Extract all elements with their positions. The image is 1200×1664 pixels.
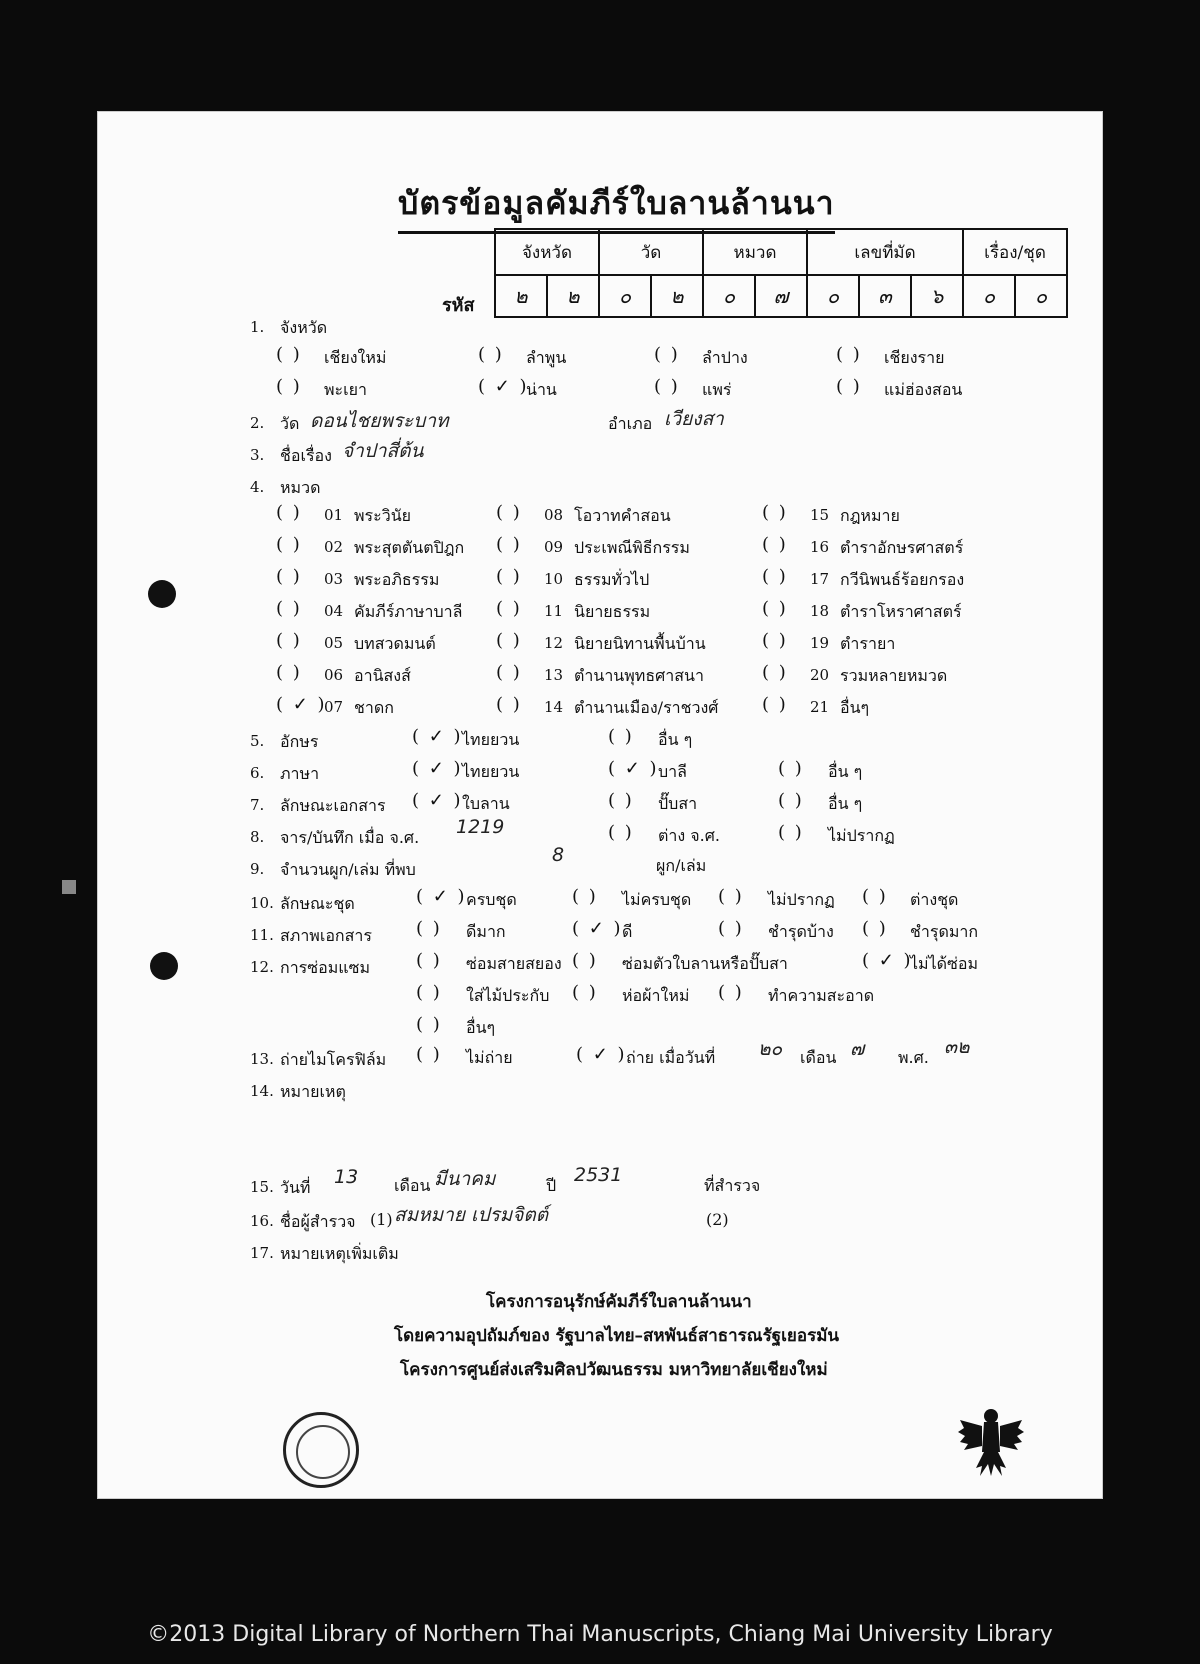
surveyed-label: ที่สำรวจ bbox=[704, 1176, 761, 1195]
checkbox-cleaned[interactable]: ( ) bbox=[718, 982, 744, 1003]
checkbox-cat-16[interactable]: ( ) bbox=[762, 534, 788, 555]
temple-label: วัด bbox=[280, 414, 300, 433]
cat-code: 07 bbox=[324, 698, 344, 716]
cat-text: ประเพณีพิธีกรรม bbox=[574, 538, 690, 557]
cat-code: 06 bbox=[324, 666, 344, 684]
film-year-label: พ.ศ. bbox=[898, 1048, 929, 1067]
cat-text: กวีนิพนธ์ร้อยกรอง bbox=[840, 570, 965, 589]
cat-code: 02 bbox=[324, 538, 344, 556]
cat-code: 03 bbox=[324, 570, 344, 588]
checkbox-very-good[interactable]: ( ) bbox=[416, 918, 442, 939]
cat-text: ตำราโหราศาสตร์ bbox=[840, 602, 962, 621]
checkbox-wooden-cover[interactable]: ( ) bbox=[416, 982, 442, 1003]
title-value: จำปาสี่ต้น bbox=[342, 440, 424, 462]
checkbox-cat-18[interactable]: ( ) bbox=[762, 598, 788, 619]
checkbox-cat-02[interactable]: ( ) bbox=[276, 534, 302, 555]
checkbox-nan[interactable]: ( ✓ ) bbox=[478, 376, 529, 397]
section-number: 3. bbox=[250, 446, 265, 464]
option-incomplete: ไม่ครบชุด bbox=[622, 890, 692, 909]
film-day: ๒๐ bbox=[758, 1038, 783, 1060]
option-palmleaf: ใบลาน bbox=[462, 794, 510, 813]
cat-code: 18 bbox=[810, 602, 830, 620]
option-repair-leaf: ซ่อมตัวใบลานหรือปั๊บสา bbox=[622, 954, 788, 973]
district-value: เวียงสา bbox=[664, 408, 724, 430]
section-number: 4. bbox=[250, 478, 265, 496]
option-diff-year: ต่าง จ.ศ. bbox=[658, 826, 720, 845]
checkbox-script-other[interactable]: ( ) bbox=[608, 726, 634, 747]
footer-sponsor: โดยความอุปถัมภ์ของ รัฐบาลไทย–สหพันธ์สาธารณรัฐเยอรมัน bbox=[394, 1326, 840, 1346]
checkbox-lamphun[interactable]: ( ) bbox=[478, 344, 504, 365]
checkbox-cat-06[interactable]: ( ) bbox=[276, 662, 302, 683]
option-very-good: ดีมาก bbox=[466, 922, 506, 941]
option-lang-pali: บาลี bbox=[658, 762, 687, 781]
remarks-label: หมายเหตุ bbox=[280, 1082, 346, 1101]
checkbox-cat-14[interactable]: ( ) bbox=[496, 694, 522, 715]
cat-code: 13 bbox=[544, 666, 564, 684]
cat-code: 08 bbox=[544, 506, 564, 524]
code-header-story: เรื่อง/ชุด bbox=[963, 229, 1067, 275]
footer-center: โครงการศูนย์ส่งเสริมศิลปวัฒนธรรม มหาวิทยาลัยเชียงใหม่ bbox=[400, 1360, 828, 1380]
category-label: หมวด bbox=[280, 478, 321, 497]
checkbox-cat-15[interactable]: ( ) bbox=[762, 502, 788, 523]
cat-text: ตำนานพุทธศาสนา bbox=[574, 666, 704, 685]
footer-project: โครงการอนุรักษ์คัมภีร์ใบลานล้านนา bbox=[486, 1292, 752, 1312]
checkbox-cat-12[interactable]: ( ) bbox=[496, 630, 522, 651]
checkbox-cat-03[interactable]: ( ) bbox=[276, 566, 302, 587]
option-script-yuan: ไทยยวน bbox=[462, 730, 520, 749]
checkbox-mulberry[interactable]: ( ) bbox=[608, 790, 634, 811]
checkbox-not-repaired[interactable]: ( ✓ ) bbox=[862, 950, 913, 971]
checkbox-filmed[interactable]: ( ✓ ) bbox=[576, 1044, 627, 1065]
option-not-repaired: ไม่ได้ซ่อม bbox=[910, 954, 979, 973]
punch-hole bbox=[148, 580, 176, 608]
checkbox-diff-year[interactable]: ( ) bbox=[608, 822, 634, 843]
fascicle-count: 8 bbox=[552, 844, 565, 866]
cat-code: 01 bbox=[324, 506, 344, 524]
checkbox-cat-11[interactable]: ( ) bbox=[496, 598, 522, 619]
code-digit: ๐ bbox=[1015, 275, 1067, 317]
option-lampang: ลำปาง bbox=[702, 348, 748, 367]
checkbox-doc-other[interactable]: ( ) bbox=[778, 790, 804, 811]
checkbox-diff-set[interactable]: ( ) bbox=[862, 886, 888, 907]
option-chiangrai: เชียงราย bbox=[884, 348, 945, 367]
film-year: ๓๒ bbox=[944, 1036, 970, 1058]
edge-mark bbox=[62, 880, 76, 894]
code-digit: ๒ bbox=[547, 275, 599, 317]
survey-year: 2531 bbox=[574, 1164, 623, 1186]
code-digit: ๐ bbox=[703, 275, 755, 317]
checkbox-some-damage[interactable]: ( ) bbox=[718, 918, 744, 939]
checkbox-maehongson[interactable]: ( ) bbox=[836, 376, 862, 397]
district-label: อำเภอ bbox=[608, 414, 653, 433]
cat-code: 15 bbox=[810, 506, 830, 524]
section-number: 13. bbox=[250, 1050, 274, 1068]
checkbox-not-shown[interactable]: ( ) bbox=[778, 822, 804, 843]
cat-code: 09 bbox=[544, 538, 564, 556]
cat-text: คัมภีร์ภาษาบาลี bbox=[354, 602, 463, 621]
fascicle-count-label: จำนวนผูก/เล่ม ที่พบ bbox=[280, 860, 416, 879]
card-title: บัตรข้อมูลคัมภีร์ใบลานล้านนา bbox=[398, 178, 835, 234]
checkbox-good[interactable]: ( ✓ ) bbox=[572, 918, 623, 939]
language-label: ภาษา bbox=[280, 764, 320, 783]
survey-month: มีนาคม bbox=[434, 1168, 496, 1190]
checkbox-cat-07[interactable]: ( ✓ ) bbox=[276, 694, 327, 715]
code-digit: ๗ bbox=[755, 275, 807, 317]
option-repair-other: อื่นๆ bbox=[466, 1018, 496, 1037]
cat-code: 17 bbox=[810, 570, 830, 588]
option-set-unknown: ไม่ปรากฏ bbox=[768, 890, 835, 909]
checkbox-incomplete[interactable]: ( ) bbox=[572, 886, 598, 907]
section-number: 2. bbox=[250, 414, 265, 432]
checkbox-cat-13[interactable]: ( ) bbox=[496, 662, 522, 683]
section-number: 16. bbox=[250, 1212, 274, 1230]
cat-text: นิยายธรรม bbox=[574, 602, 651, 621]
section-number: 7. bbox=[250, 796, 265, 814]
section-number: 14. bbox=[250, 1082, 274, 1100]
checkbox-cat-20[interactable]: ( ) bbox=[762, 662, 788, 683]
option-repair-string: ซ่อมสายสยอง bbox=[466, 954, 562, 973]
survey-month-label: เดือน bbox=[394, 1176, 431, 1195]
cat-code: 14 bbox=[544, 698, 564, 716]
cat-code: 20 bbox=[810, 666, 830, 684]
german-eagle-icon bbox=[956, 1402, 1026, 1482]
cat-text: ธรรมทั่วไป bbox=[574, 570, 650, 589]
cat-text: อื่นๆ bbox=[840, 698, 870, 717]
survey-day: 13 bbox=[334, 1166, 359, 1188]
checkbox-cat-05[interactable]: ( ) bbox=[276, 630, 302, 651]
section-number: 17. bbox=[250, 1244, 274, 1262]
copyright-notice: ©2013 Digital Library of Northern Thai Manuscripts, Chiang Mai University Library bbox=[147, 1622, 1053, 1647]
option-mulberry: ปั๊บสา bbox=[658, 794, 698, 813]
option-new-cloth: ห่อผ้าใหม่ bbox=[622, 986, 690, 1005]
section-number: 1. bbox=[250, 318, 265, 336]
cat-code: 11 bbox=[544, 602, 564, 620]
option-cleaned: ทำความสะอาด bbox=[768, 986, 875, 1005]
cat-code: 05 bbox=[324, 634, 344, 652]
checkbox-lang-other[interactable]: ( ) bbox=[778, 758, 804, 779]
option-not-filmed: ไม่ถ่าย bbox=[466, 1048, 513, 1067]
condition-label: สภาพเอกสาร bbox=[280, 926, 372, 945]
option-diff-set: ต่างชุด bbox=[910, 890, 959, 909]
film-month: ๗ bbox=[850, 1038, 865, 1060]
surveyor-1-name: สมหมาย เปรมจิตต์ bbox=[394, 1204, 549, 1226]
code-label: รหัส bbox=[442, 295, 475, 316]
option-good: ดี bbox=[622, 922, 633, 941]
cat-text: กฎหมาย bbox=[840, 506, 900, 525]
additional-remarks-label: หมายเหตุเพิ่มเติม bbox=[280, 1244, 399, 1263]
option-maehongson: แม่ฮ่องสอน bbox=[884, 380, 963, 399]
section-number: 15. bbox=[250, 1178, 274, 1196]
option-script-other: อื่น ๆ bbox=[658, 730, 693, 749]
option-lang-yuan: ไทยยวน bbox=[462, 762, 520, 781]
cat-text: รวมหลายหมวด bbox=[840, 666, 948, 685]
section-number: 6. bbox=[250, 764, 265, 782]
checkbox-not-filmed[interactable]: ( ) bbox=[416, 1044, 442, 1065]
survey-date-label: วันที่ bbox=[280, 1178, 311, 1197]
film-month-label: เดือน bbox=[800, 1048, 837, 1067]
surveyor-2-marker: (2) bbox=[706, 1210, 729, 1229]
inscribed-label: จาร/บันทึก เมื่อ จ.ศ. bbox=[280, 828, 420, 847]
checkbox-cat-21[interactable]: ( ) bbox=[762, 694, 788, 715]
cat-code: 19 bbox=[810, 634, 830, 652]
option-phrae: แพร่ bbox=[702, 380, 732, 399]
cat-code: 16 bbox=[810, 538, 830, 556]
doc-type-label: ลักษณะเอกสาร bbox=[280, 796, 386, 815]
repair-label: การซ่อมแซม bbox=[280, 958, 370, 977]
option-not-shown: ไม่ปรากฏ bbox=[828, 826, 895, 845]
cat-text: พระสุตตันตปิฎก bbox=[354, 538, 465, 557]
cat-text: พระวินัย bbox=[354, 506, 412, 525]
cat-text: บทสวดมนต์ bbox=[354, 634, 436, 653]
option-doc-other: อื่น ๆ bbox=[828, 794, 863, 813]
title-label: ชื่อเรื่อง bbox=[280, 446, 332, 465]
cat-code: 12 bbox=[544, 634, 564, 652]
surveyor-1-marker: (1) bbox=[370, 1210, 393, 1229]
option-wooden-cover: ใส่ไม้ประกับ bbox=[466, 986, 550, 1005]
code-header-province: จังหวัด bbox=[495, 229, 599, 275]
university-seal-icon bbox=[283, 1412, 359, 1488]
option-complete: ครบชุด bbox=[466, 890, 517, 909]
option-heavy-damage: ชำรุดมาก bbox=[910, 922, 979, 941]
cat-text: ตำนานเมือง/ราชวงศ์ bbox=[574, 698, 719, 717]
set-label: ลักษณะชุด bbox=[280, 894, 355, 913]
checkbox-chiangrai[interactable]: ( ) bbox=[836, 344, 862, 365]
microfilm-label: ถ่ายไมโครฟิล์ม bbox=[280, 1050, 387, 1069]
cat-text: ชาดก bbox=[354, 698, 394, 717]
checkbox-phrae[interactable]: ( ) bbox=[654, 376, 680, 397]
code-digit: ๒ bbox=[495, 275, 547, 317]
checkbox-set-unknown[interactable]: ( ) bbox=[718, 886, 744, 907]
surveyor-label: ชื่อผู้สำรวจ bbox=[280, 1212, 356, 1231]
option-lamphun: ลำพูน bbox=[526, 348, 567, 367]
cat-code: 21 bbox=[810, 698, 830, 716]
survey-year-label: ปี bbox=[546, 1176, 557, 1195]
code-digit: ๐ bbox=[599, 275, 651, 317]
checkbox-cat-10[interactable]: ( ) bbox=[496, 566, 522, 587]
cat-code: 04 bbox=[324, 602, 344, 620]
script-label: อักษร bbox=[280, 732, 319, 751]
option-nan: น่าน bbox=[526, 380, 557, 399]
checkbox-palmleaf[interactable]: ( ✓ ) bbox=[412, 790, 463, 811]
checkbox-repair-other[interactable]: ( ) bbox=[416, 1014, 442, 1035]
option-lang-other: อื่น ๆ bbox=[828, 762, 863, 781]
cat-text: พระอภิธรรม bbox=[354, 570, 440, 589]
cat-text: นิยายนิทานพื้นบ้าน bbox=[574, 634, 706, 653]
checkbox-lang-pali[interactable]: ( ✓ ) bbox=[608, 758, 659, 779]
section-number: 10. bbox=[250, 894, 274, 912]
checkbox-cat-19[interactable]: ( ) bbox=[762, 630, 788, 651]
checkbox-complete[interactable]: ( ✓ ) bbox=[416, 886, 467, 907]
code-header-category: หมวด bbox=[703, 229, 807, 275]
checkbox-cat-17[interactable]: ( ) bbox=[762, 566, 788, 587]
checkbox-new-cloth[interactable]: ( ) bbox=[572, 982, 598, 1003]
punch-hole bbox=[150, 952, 178, 980]
checkbox-chiangmai[interactable]: ( ) bbox=[276, 344, 302, 365]
document-card bbox=[98, 112, 1102, 1498]
cat-code: 10 bbox=[544, 570, 564, 588]
province-label: จังหวัด bbox=[280, 318, 328, 337]
cat-text: โอวาทคำสอน bbox=[574, 506, 671, 525]
checkbox-cat-04[interactable]: ( ) bbox=[276, 598, 302, 619]
checkbox-repair-string[interactable]: ( ) bbox=[416, 950, 442, 971]
section-number: 11. bbox=[250, 926, 274, 944]
checkbox-lang-yuan[interactable]: ( ✓ ) bbox=[412, 758, 463, 779]
checkbox-phayao[interactable]: ( ) bbox=[276, 376, 302, 397]
checkbox-heavy-damage[interactable]: ( ) bbox=[862, 918, 888, 939]
code-digit: ๓ bbox=[859, 275, 911, 317]
checkbox-cat-08[interactable]: ( ) bbox=[496, 502, 522, 523]
option-filmed: ถ่าย เมื่อวันที่ bbox=[626, 1048, 716, 1067]
fascicle-unit: ผูก/เล่ม bbox=[656, 856, 707, 875]
section-number: 8. bbox=[250, 828, 265, 846]
code-header-bundle: เลขที่มัด bbox=[807, 229, 963, 275]
code-digit: ๐ bbox=[963, 275, 1015, 317]
checkbox-repair-leaf[interactable]: ( ) bbox=[572, 950, 598, 971]
section-number: 5. bbox=[250, 732, 265, 750]
cat-text: ตำรายา bbox=[840, 634, 896, 653]
code-digit: ๒ bbox=[651, 275, 703, 317]
cat-text: อานิสงส์ bbox=[354, 666, 411, 685]
option-some-damage: ชำรุดบ้าง bbox=[768, 922, 834, 941]
checkbox-script-yuan[interactable]: ( ✓ ) bbox=[412, 726, 463, 747]
code-header-temple: วัด bbox=[599, 229, 703, 275]
temple-value: ดอนไชยพระบาท bbox=[310, 410, 449, 432]
code-digit: ๐ bbox=[807, 275, 859, 317]
checkbox-lampang[interactable]: ( ) bbox=[654, 344, 680, 365]
inscribed-year: 1219 bbox=[456, 816, 505, 838]
cat-text: ตำราอักษรศาสตร์ bbox=[840, 538, 964, 557]
code-table bbox=[494, 228, 1068, 318]
code-digit: ๖ bbox=[911, 275, 963, 317]
section-number: 9. bbox=[250, 860, 265, 878]
option-phayao: พะเยา bbox=[324, 380, 367, 399]
option-chiangmai: เชียงใหม่ bbox=[324, 348, 387, 367]
checkbox-cat-01[interactable]: ( ) bbox=[276, 502, 302, 523]
checkbox-cat-09[interactable]: ( ) bbox=[496, 534, 522, 555]
section-number: 12. bbox=[250, 958, 274, 976]
